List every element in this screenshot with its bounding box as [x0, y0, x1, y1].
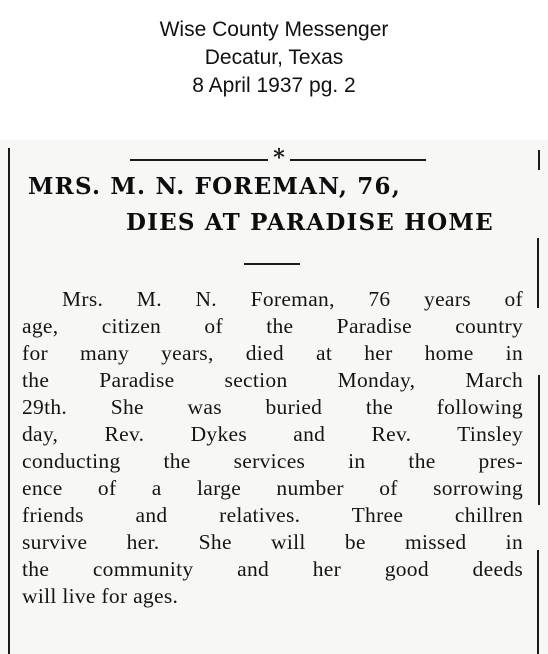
- column-rule-right: [538, 375, 540, 505]
- star-ornament-icon: *: [273, 145, 285, 171]
- article-body-line: survive her. She will be missed in: [22, 530, 523, 554]
- column-rule-right: [537, 238, 539, 308]
- article-body-line: ence of a large number of sorrowing: [22, 476, 523, 500]
- article-body-line: friends and relatives. Three chillren: [22, 503, 523, 527]
- article-body-line: the community and her good deeds: [22, 557, 523, 581]
- article-body-line: the Paradise section Monday, March: [22, 368, 523, 392]
- article-body-line: for many years, died at her home in: [22, 341, 523, 365]
- column-rule-left: [8, 148, 10, 654]
- newspaper-name: Wise County Messenger: [159, 18, 389, 41]
- column-rule-right: [537, 550, 539, 654]
- headline-divider: [244, 263, 300, 265]
- divider-line-right: [290, 159, 426, 161]
- headline-line-1: MRS. M. N. FOREMAN, 76,: [28, 173, 401, 200]
- column-rule-right: [538, 150, 540, 170]
- newspaper-clipping: [0, 140, 548, 654]
- article-body-line: 29th. She was buried the following: [22, 395, 523, 419]
- article-body-line: age, citizen of the Paradise country: [22, 314, 523, 338]
- newspaper-location: Decatur, Texas: [204, 46, 344, 69]
- publication-date-page: 8 April 1937 pg. 2: [192, 74, 356, 97]
- article-body-line: conducting the services in the pres-: [22, 449, 523, 473]
- article-body-line: Mrs. M. N. Foreman, 76 years of: [62, 287, 523, 311]
- star-divider: [130, 145, 426, 171]
- headline-line-2: DIES AT PARADISE HOME: [126, 209, 494, 236]
- article-body-line: day, Rev. Dykes and Rev. Tinsley: [22, 422, 523, 446]
- source-caption: [0, 16, 548, 100]
- article-body-line: will live for ages.: [22, 584, 179, 608]
- divider-line-left: [130, 159, 268, 161]
